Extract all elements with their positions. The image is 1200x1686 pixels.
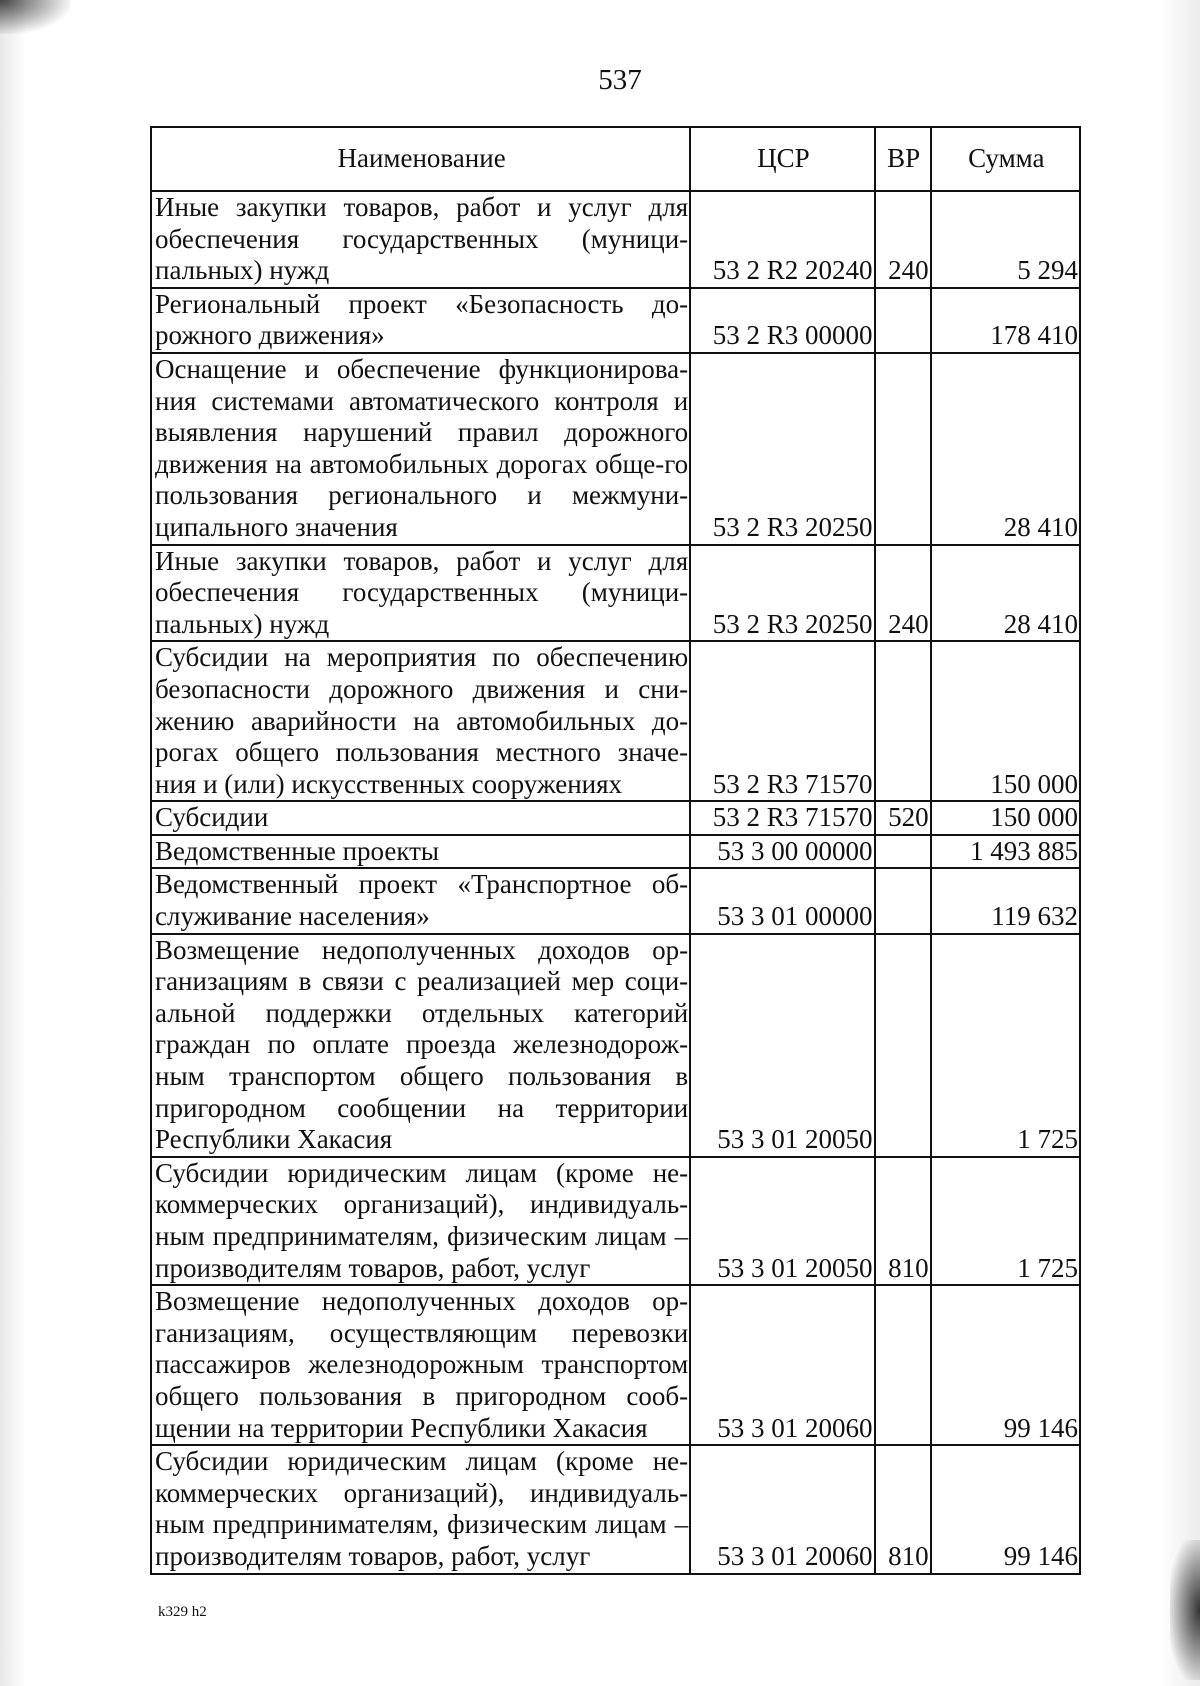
row-sum: 1 493 885 xyxy=(931,835,1080,869)
row-csr: 53 2 R2 20240 xyxy=(690,191,874,288)
row-csr: 53 3 01 20060 xyxy=(690,1285,874,1445)
row-name: Субсидии юридическим лицам (кроме не-коммерческих организаций), индивидуаль-ным предпринимателям, физическим лицам – производителям товаров, работ, услуг xyxy=(151,1157,690,1285)
row-sum: 99 146 xyxy=(931,1285,1080,1445)
table-row xyxy=(151,1445,1080,1573)
table-row xyxy=(151,641,1080,801)
row-csr: 53 3 01 20050 xyxy=(690,934,874,1157)
header-name: Наименование xyxy=(151,127,690,191)
row-name: Ведомственные проекты xyxy=(151,835,690,869)
row-sum: 119 632 xyxy=(931,868,1080,933)
row-csr: 53 2 R3 71570 xyxy=(690,801,874,835)
row-vr: 520 xyxy=(875,801,931,835)
row-sum: 28 410 xyxy=(931,545,1080,642)
row-csr: 53 2 R3 20250 xyxy=(690,353,874,545)
row-sum: 1 725 xyxy=(931,1157,1080,1285)
table-row xyxy=(151,288,1080,353)
row-sum: 1 725 xyxy=(931,934,1080,1157)
row-name: Субсидии на мероприятия по обеспечению безопасности дорожного движения и сни-жению аварийности на автомобильных до-рогах общего пользования местного значе-ния и (или) искусственных сооружениях xyxy=(151,641,690,801)
row-name: Субсидии юридическим лицам (кроме не-коммерческих организаций), индивидуаль-ным предпринимателям, физическим лицам – производителям товаров, работ, услуг xyxy=(151,1445,690,1573)
row-csr: 53 2 R3 20250 xyxy=(690,545,874,642)
table-row xyxy=(151,191,1080,288)
row-vr xyxy=(875,1285,931,1445)
row-csr: 53 2 R3 00000 xyxy=(690,288,874,353)
row-name: Возмещение недополученных доходов ор-ганизациям, осуществляющим перевозки пассажиров железнодорожным транспортом общего пользования в пригородном сооб-щении на территории Республики Хакасия xyxy=(151,1285,690,1445)
row-name: Субсидии xyxy=(151,801,690,835)
scan-edge-left xyxy=(0,0,26,1686)
scan-corner-mark xyxy=(0,0,70,34)
footer-code: k329 h2 xyxy=(158,1604,207,1620)
row-vr xyxy=(875,288,931,353)
row-csr: 53 2 R3 71570 xyxy=(690,641,874,801)
table-row xyxy=(151,545,1080,642)
header-vr: ВР xyxy=(875,127,931,191)
row-vr xyxy=(875,641,931,801)
header-csr: ЦСР xyxy=(690,127,874,191)
table-row xyxy=(151,934,1080,1157)
row-sum: 178 410 xyxy=(931,288,1080,353)
row-name: Возмещение недополученных доходов ор-ганизациям в связи с реализацией мер соци-альной поддержки отдельных категорий граждан по оплате проезда железнодорож-ным транспортом общего пользования в пригородном сообщении на территории Республики Хакасия xyxy=(151,934,690,1157)
row-name: Региональный проект «Безопасность до-рожного движения» xyxy=(151,288,690,353)
row-sum: 28 410 xyxy=(931,353,1080,545)
row-vr: 810 xyxy=(875,1157,931,1285)
page-number: 537 xyxy=(598,64,642,96)
row-vr: 810 xyxy=(875,1445,931,1573)
scan-edge-mark xyxy=(1170,1540,1200,1680)
row-name: Иные закупки товаров, работ и услуг для обеспечения государственных (муници-пальных) нужд xyxy=(151,545,690,642)
table-header-row xyxy=(151,127,1080,191)
row-sum: 99 146 xyxy=(931,1445,1080,1573)
row-name: Иные закупки товаров, работ и услуг для обеспечения государственных (муници-пальных) нужд xyxy=(151,191,690,288)
row-csr: 53 3 01 00000 xyxy=(690,868,874,933)
row-vr xyxy=(875,934,931,1157)
row-name: Оснащение и обеспечение функционирова-ния системами автоматического контроля и выявления нарушений правил дорожного движения на автомобильных дорогах обще-го пользования регионального и межмуни-ципального значения xyxy=(151,353,690,545)
table-row xyxy=(151,353,1080,545)
row-sum: 150 000 xyxy=(931,641,1080,801)
row-sum: 5 294 xyxy=(931,191,1080,288)
row-csr: 53 3 01 20050 xyxy=(690,1157,874,1285)
row-vr xyxy=(875,353,931,545)
table-row xyxy=(151,801,1080,835)
row-name: Ведомственный проект «Транспортное об-служивание населения» xyxy=(151,868,690,933)
row-vr: 240 xyxy=(875,545,931,642)
scan-edge-right xyxy=(1160,0,1200,1686)
row-vr xyxy=(875,868,931,933)
row-vr: 240 xyxy=(875,191,931,288)
row-csr: 53 3 01 20060 xyxy=(690,1445,874,1573)
budget-table xyxy=(150,126,1081,1575)
table-row xyxy=(151,835,1080,869)
table-row xyxy=(151,868,1080,933)
table-row xyxy=(151,1285,1080,1445)
row-csr: 53 3 00 00000 xyxy=(690,835,874,869)
table-row xyxy=(151,1157,1080,1285)
header-sum: Сумма xyxy=(931,127,1080,191)
row-sum: 150 000 xyxy=(931,801,1080,835)
row-vr xyxy=(875,835,931,869)
